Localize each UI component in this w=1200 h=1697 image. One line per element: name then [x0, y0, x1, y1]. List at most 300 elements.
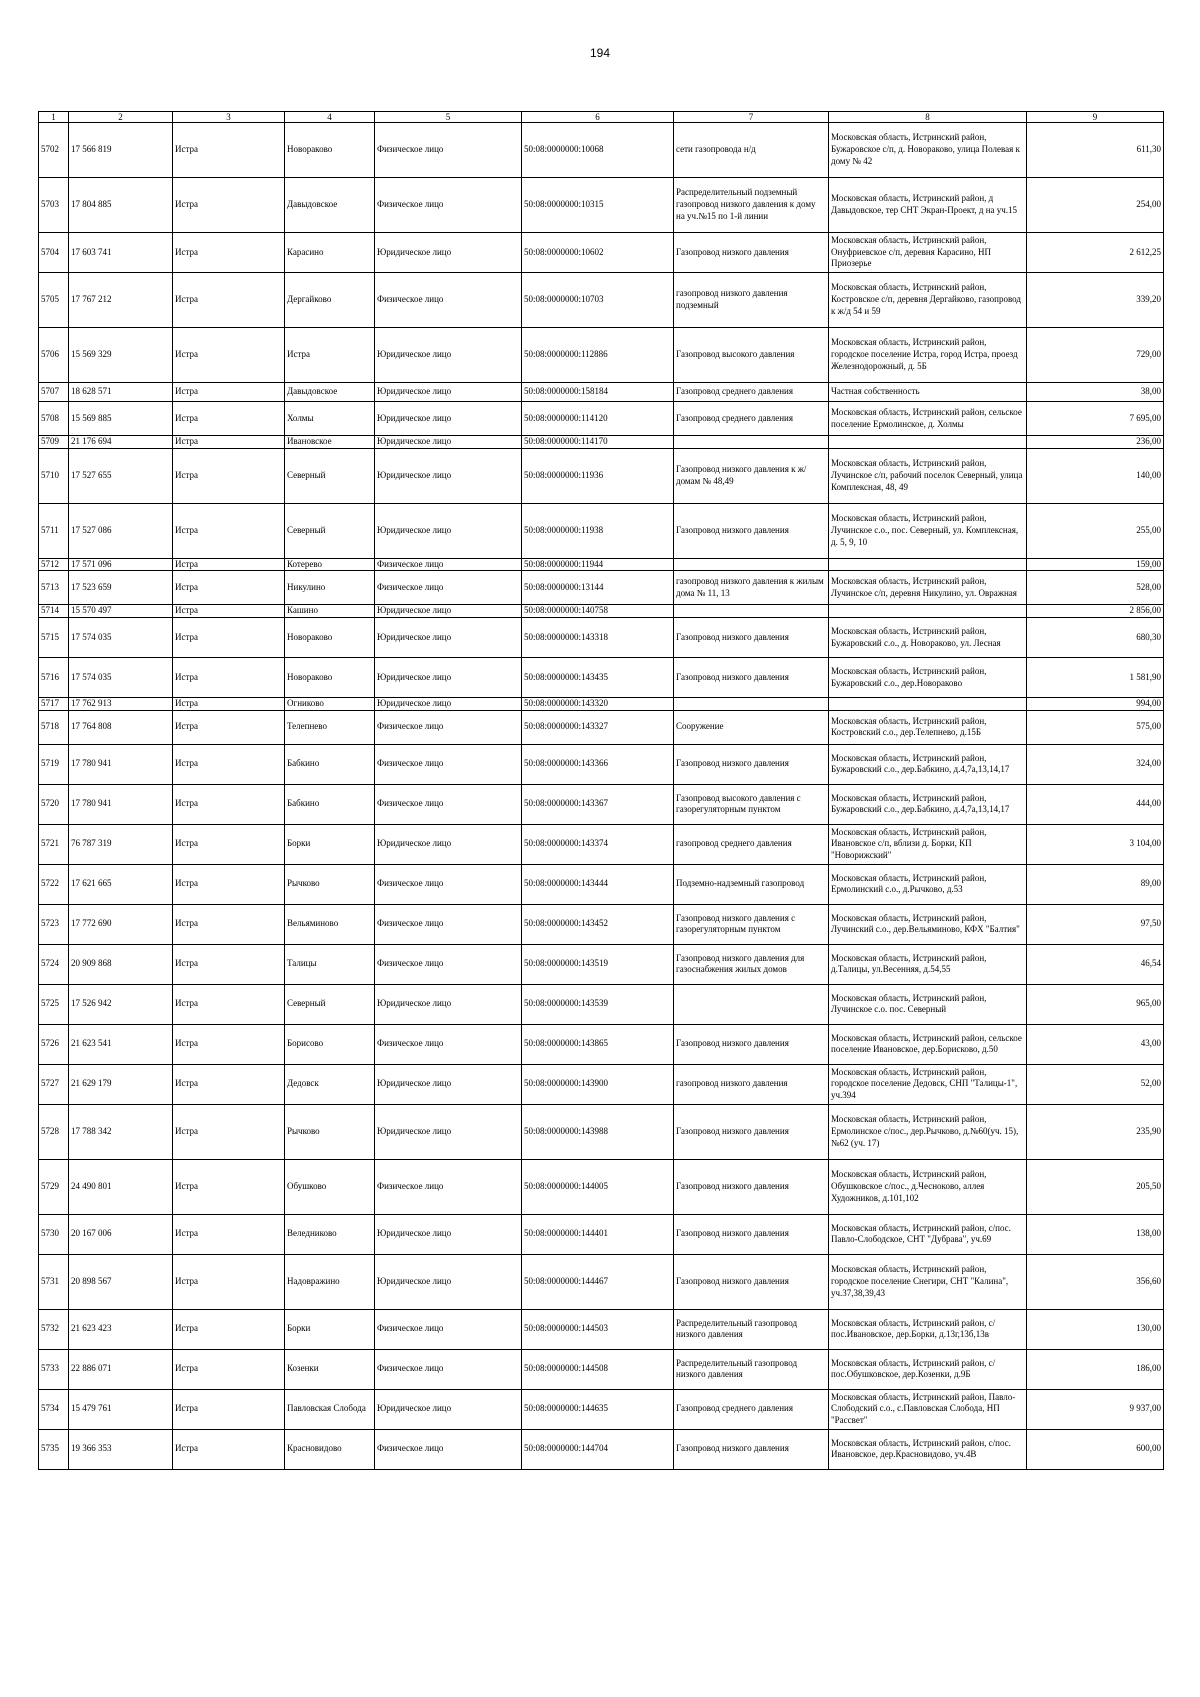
row-number: 5718: [39, 710, 69, 744]
code-cell: 18 628 571: [69, 383, 173, 402]
code-cell: 17 527 655: [69, 448, 173, 503]
code-cell: 17 574 035: [69, 658, 173, 698]
owner-type-cell: Юридическое лицо: [375, 436, 522, 449]
cadastral-number-cell: 50:08:0000000:143865: [522, 1024, 674, 1064]
cadastral-number-cell: 50:08:0000000:143452: [522, 904, 674, 944]
address-cell: Московская область, Истринский район, Ермолинский с.о., д.Рычково, д.53: [829, 864, 1027, 904]
value-cell: 159,00: [1027, 558, 1164, 571]
district-cell: Истра: [173, 448, 285, 503]
address-cell: Московская область, Истринский район, Онуфриевское с/п, деревня Карасино, НП Приозерье: [829, 233, 1027, 273]
value-cell: 97,50: [1027, 904, 1164, 944]
district-cell: Истра: [173, 503, 285, 558]
address-cell: Московская область, Истринский район, Бужаровский с.о., дер.Бабкино, д.4,7а,13,14,17: [829, 784, 1027, 824]
locality-cell: Ивановское: [285, 436, 375, 449]
row-number: 5733: [39, 1349, 69, 1389]
cadastral-number-cell: 50:08:0000000:140758: [522, 605, 674, 618]
table-row: [39, 1389, 1164, 1429]
owner-type-cell: Юридическое лицо: [375, 618, 522, 658]
table-row: [39, 1159, 1164, 1214]
row-number: 5726: [39, 1024, 69, 1064]
cadastral-number-cell: 50:08:0000000:11938: [522, 503, 674, 558]
cadastral-number-cell: 50:08:0000000:143320: [522, 698, 674, 711]
address-cell: Московская область, Истринский район, Бужаровский с.о., дер.Новораково: [829, 658, 1027, 698]
owner-type-cell: Физическое лицо: [375, 864, 522, 904]
object-description-cell: газопровод среднего давления: [674, 824, 829, 864]
row-number: 5702: [39, 123, 69, 178]
cadastral-number-cell: 50:08:0000000:144508: [522, 1349, 674, 1389]
district-cell: Истра: [173, 383, 285, 402]
column-header: 3: [173, 112, 285, 123]
address-cell: Московская область, Истринский район, Лучинское с/п, рабочий поселок Северный, улица Комплексная, 48, 49: [829, 448, 1027, 503]
table-row: [39, 1349, 1164, 1389]
district-cell: Истра: [173, 233, 285, 273]
value-cell: 236,00: [1027, 436, 1164, 449]
locality-cell: Огниково: [285, 698, 375, 711]
code-cell: 15 569 329: [69, 328, 173, 383]
owner-type-cell: Юридическое лицо: [375, 1389, 522, 1429]
cadastral-number-cell: 50:08:0000000:114170: [522, 436, 674, 449]
row-number: 5728: [39, 1104, 69, 1159]
object-description-cell: газопровод низкого давления: [674, 1064, 829, 1104]
object-description-cell: Сооружение: [674, 710, 829, 744]
district-cell: Истра: [173, 436, 285, 449]
registry-body: [39, 123, 1164, 1470]
locality-cell: Телепнево: [285, 710, 375, 744]
table-row: [39, 558, 1164, 571]
code-cell: 19 366 353: [69, 1429, 173, 1469]
owner-type-cell: Физическое лицо: [375, 1349, 522, 1389]
object-description-cell: газопровод низкого давления к жилым дома № 11, 13: [674, 571, 829, 605]
district-cell: Истра: [173, 984, 285, 1024]
owner-type-cell: Юридическое лицо: [375, 383, 522, 402]
address-cell: Московская область, Истринский район, Лучинский с.о., дер.Вельяминово, КФХ "Балтия": [829, 904, 1027, 944]
address-cell: Московская область, Истринский район, Обушковское с/пос., д.Чесноково, аллея Художников, д.101,102: [829, 1159, 1027, 1214]
value-cell: 444,00: [1027, 784, 1164, 824]
value-cell: 600,00: [1027, 1429, 1164, 1469]
locality-cell: Надовражино: [285, 1254, 375, 1309]
code-cell: 15 569 885: [69, 402, 173, 436]
object-description-cell: Газопровод низкого давления: [674, 233, 829, 273]
owner-type-cell: Юридическое лицо: [375, 402, 522, 436]
value-cell: 46,54: [1027, 944, 1164, 984]
owner-type-cell: Физическое лицо: [375, 558, 522, 571]
locality-cell: Павловская Слобода: [285, 1389, 375, 1429]
cadastral-number-cell: 50:08:0000000:10703: [522, 273, 674, 328]
address-cell: Московская область, Истринский район, сельское поселение Ермолинское, д. Холмы: [829, 402, 1027, 436]
district-cell: Истра: [173, 1064, 285, 1104]
address-cell: [829, 605, 1027, 618]
table-row: [39, 1064, 1164, 1104]
value-cell: 254,00: [1027, 178, 1164, 233]
locality-cell: Северный: [285, 448, 375, 503]
owner-type-cell: Юридическое лицо: [375, 698, 522, 711]
locality-cell: Обушково: [285, 1159, 375, 1214]
table-row: [39, 571, 1164, 605]
district-cell: Истра: [173, 328, 285, 383]
locality-cell: Давыдовское: [285, 383, 375, 402]
owner-type-cell: Физическое лицо: [375, 123, 522, 178]
row-number: 5713: [39, 571, 69, 605]
locality-cell: Рычково: [285, 864, 375, 904]
table-row: [39, 605, 1164, 618]
cadastral-number-cell: 50:08:0000000:143374: [522, 824, 674, 864]
district-cell: Истра: [173, 1214, 285, 1254]
owner-type-cell: Юридическое лицо: [375, 448, 522, 503]
code-cell: 17 780 941: [69, 744, 173, 784]
object-description-cell: [674, 698, 829, 711]
code-cell: 17 566 819: [69, 123, 173, 178]
object-description-cell: Газопровод низкого давления: [674, 1214, 829, 1254]
row-number: 5727: [39, 1064, 69, 1104]
table-row: [39, 436, 1164, 449]
code-cell: 17 780 941: [69, 784, 173, 824]
locality-cell: Истра: [285, 328, 375, 383]
code-cell: 76 787 319: [69, 824, 173, 864]
value-cell: 140,00: [1027, 448, 1164, 503]
code-cell: 22 886 071: [69, 1349, 173, 1389]
district-cell: Истра: [173, 1309, 285, 1349]
value-cell: 680,30: [1027, 618, 1164, 658]
code-cell: 21 629 179: [69, 1064, 173, 1104]
code-cell: 15 479 761: [69, 1389, 173, 1429]
cadastral-number-cell: 50:08:0000000:144503: [522, 1309, 674, 1349]
owner-type-cell: Физическое лицо: [375, 1024, 522, 1064]
district-cell: Истра: [173, 784, 285, 824]
table-row: [39, 178, 1164, 233]
row-number: 5719: [39, 744, 69, 784]
value-cell: 255,00: [1027, 503, 1164, 558]
code-cell: 20 898 567: [69, 1254, 173, 1309]
owner-type-cell: Физическое лицо: [375, 784, 522, 824]
row-number: 5720: [39, 784, 69, 824]
locality-cell: Кашино: [285, 605, 375, 618]
table-row: [39, 328, 1164, 383]
value-cell: 994,00: [1027, 698, 1164, 711]
owner-type-cell: Юридическое лицо: [375, 1214, 522, 1254]
value-cell: 2 612,25: [1027, 233, 1164, 273]
row-number: 5706: [39, 328, 69, 383]
code-cell: 20 909 868: [69, 944, 173, 984]
district-cell: Истра: [173, 618, 285, 658]
row-number: 5712: [39, 558, 69, 571]
column-header: 8: [829, 112, 1027, 123]
district-cell: Истра: [173, 123, 285, 178]
cadastral-number-cell: 50:08:0000000:143367: [522, 784, 674, 824]
owner-type-cell: Физическое лицо: [375, 273, 522, 328]
code-cell: 17 523 659: [69, 571, 173, 605]
object-description-cell: Газопровод низкого давления для газоснабжения жилых домов: [674, 944, 829, 984]
address-cell: [829, 558, 1027, 571]
object-description-cell: [674, 605, 829, 618]
code-cell: 15 570 497: [69, 605, 173, 618]
value-cell: 235,90: [1027, 1104, 1164, 1159]
cadastral-number-cell: 50:08:0000000:11944: [522, 558, 674, 571]
district-cell: Истра: [173, 178, 285, 233]
address-cell: Московская область, Истринский район, городское поселение Дедовск, СНП "Талицы-1", уч.394: [829, 1064, 1027, 1104]
row-number: 5715: [39, 618, 69, 658]
object-description-cell: Газопровод низкого давления с газорегуляторным пунктом: [674, 904, 829, 944]
code-cell: 17 526 942: [69, 984, 173, 1024]
table-row: [39, 744, 1164, 784]
row-number: 5735: [39, 1429, 69, 1469]
code-cell: 17 571 096: [69, 558, 173, 571]
district-cell: Истра: [173, 605, 285, 618]
address-cell: Московская область, Истринский район, д Давыдовское, тер СНТ Экран-Проект, д на уч.15: [829, 178, 1027, 233]
owner-type-cell: Юридическое лицо: [375, 233, 522, 273]
object-description-cell: сети газопровода н/д: [674, 123, 829, 178]
district-cell: Истра: [173, 1024, 285, 1064]
owner-type-cell: Физическое лицо: [375, 904, 522, 944]
table-row: [39, 273, 1164, 328]
locality-cell: Дедовск: [285, 1064, 375, 1104]
value-cell: 38,00: [1027, 383, 1164, 402]
value-cell: 138,00: [1027, 1214, 1164, 1254]
address-cell: Московская область, Истринский район, Павло-Слободский с.о., с.Павловская Слобода, НП "Рассвет": [829, 1389, 1027, 1429]
address-cell: Московская область, Истринский район, с/пос.Ивановское, дер.Борки, д.13г,13б,13в: [829, 1309, 1027, 1349]
owner-type-cell: Юридическое лицо: [375, 328, 522, 383]
locality-cell: Дергайково: [285, 273, 375, 328]
column-header: 9: [1027, 112, 1164, 123]
locality-cell: Новораково: [285, 123, 375, 178]
district-cell: Истра: [173, 864, 285, 904]
table-row: [39, 402, 1164, 436]
code-cell: 17 762 913: [69, 698, 173, 711]
table-row: [39, 123, 1164, 178]
owner-type-cell: Физическое лицо: [375, 744, 522, 784]
object-description-cell: Газопровод низкого давления: [674, 1429, 829, 1469]
table-row: [39, 824, 1164, 864]
object-description-cell: Газопровод низкого давления: [674, 618, 829, 658]
value-cell: 965,00: [1027, 984, 1164, 1024]
locality-cell: Борисово: [285, 1024, 375, 1064]
object-description-cell: Газопровод среднего давления: [674, 1389, 829, 1429]
value-cell: 729,00: [1027, 328, 1164, 383]
object-description-cell: Подземно-надземный газопровод: [674, 864, 829, 904]
cadastral-number-cell: 50:08:0000000:144005: [522, 1159, 674, 1214]
table-row: [39, 1254, 1164, 1309]
row-number: 5734: [39, 1389, 69, 1429]
owner-type-cell: Физическое лицо: [375, 178, 522, 233]
cadastral-number-cell: 50:08:0000000:144704: [522, 1429, 674, 1469]
address-cell: Московская область, Истринский район, Ивановское с/п, вблизи д. Борки, КП "Новорижский": [829, 824, 1027, 864]
cadastral-number-cell: 50:08:0000000:114120: [522, 402, 674, 436]
address-cell: Московская область, Истринский район, Ермолинское с/пос., дер.Рычково, д.№60(уч. 15), №62 (уч. 17): [829, 1104, 1027, 1159]
value-cell: 130,00: [1027, 1309, 1164, 1349]
value-cell: 339,20: [1027, 273, 1164, 328]
cadastral-number-cell: 50:08:0000000:143900: [522, 1064, 674, 1104]
object-description-cell: Распределительный газопровод низкого давления: [674, 1349, 829, 1389]
row-number: 5730: [39, 1214, 69, 1254]
value-cell: 575,00: [1027, 710, 1164, 744]
address-cell: Московская область, Истринский район, Костровское с/п, деревня Дергайково, газопровод к ж/д 54 и 59: [829, 273, 1027, 328]
district-cell: Истра: [173, 402, 285, 436]
value-cell: 43,00: [1027, 1024, 1164, 1064]
address-cell: Московская область, Истринский район, Костровский с.о., дер.Телепнево, д.15Б: [829, 710, 1027, 744]
address-cell: Московская область, Истринский район, Лучинское с.о., пос. Северный, ул. Комплексная, д. 5, 9, 10: [829, 503, 1027, 558]
table-row: [39, 944, 1164, 984]
row-number: 5711: [39, 503, 69, 558]
address-cell: Московская область, Истринский район, Бужаровское с/п, д. Новораково, улица Полевая к дому № 42: [829, 123, 1027, 178]
value-cell: 356,60: [1027, 1254, 1164, 1309]
cadastral-number-cell: 50:08:0000000:143435: [522, 658, 674, 698]
district-cell: Истра: [173, 710, 285, 744]
column-header: 1: [39, 112, 69, 123]
table-row: [39, 1024, 1164, 1064]
locality-cell: Талицы: [285, 944, 375, 984]
object-description-cell: Газопровод низкого давления: [674, 503, 829, 558]
locality-cell: Давыдовское: [285, 178, 375, 233]
value-cell: 52,00: [1027, 1064, 1164, 1104]
district-cell: Истра: [173, 1349, 285, 1389]
row-number: 5725: [39, 984, 69, 1024]
table-row: [39, 1104, 1164, 1159]
row-number: 5710: [39, 448, 69, 503]
column-header: 5: [375, 112, 522, 123]
object-description-cell: Газопровод среднего давления: [674, 383, 829, 402]
cadastral-number-cell: 50:08:0000000:10602: [522, 233, 674, 273]
table-row: [39, 448, 1164, 503]
cadastral-number-cell: 50:08:0000000:144467: [522, 1254, 674, 1309]
object-description-cell: Газопровод низкого давления: [674, 744, 829, 784]
cadastral-number-cell: 50:08:0000000:10315: [522, 178, 674, 233]
table-row: [39, 618, 1164, 658]
page-number: 194: [589, 46, 611, 60]
owner-type-cell: Юридическое лицо: [375, 605, 522, 618]
district-cell: Истра: [173, 1254, 285, 1309]
address-cell: [829, 436, 1027, 449]
district-cell: Истра: [173, 944, 285, 984]
locality-cell: Рычково: [285, 1104, 375, 1159]
code-cell: 17 772 690: [69, 904, 173, 944]
owner-type-cell: Юридическое лицо: [375, 984, 522, 1024]
row-number: 5732: [39, 1309, 69, 1349]
code-cell: 17 621 665: [69, 864, 173, 904]
cadastral-number-cell: 50:08:0000000:112886: [522, 328, 674, 383]
code-cell: 21 623 541: [69, 1024, 173, 1064]
object-description-cell: Газопровод низкого давления к ж/домам № 48,49: [674, 448, 829, 503]
table-row: [39, 984, 1164, 1024]
table-row: [39, 698, 1164, 711]
object-description-cell: [674, 558, 829, 571]
row-number: 5716: [39, 658, 69, 698]
row-number: 5714: [39, 605, 69, 618]
district-cell: Истра: [173, 273, 285, 328]
object-description-cell: Газопровод высокого давления с газорегуляторным пунктом: [674, 784, 829, 824]
owner-type-cell: Юридическое лицо: [375, 1254, 522, 1309]
district-cell: Истра: [173, 658, 285, 698]
object-description-cell: Распределительный подземный газопровод низкого давления к дому на уч.№15 по 1-й линии: [674, 178, 829, 233]
owner-type-cell: Юридическое лицо: [375, 1104, 522, 1159]
table-row: [39, 383, 1164, 402]
table-row: [39, 658, 1164, 698]
locality-cell: Вельяминово: [285, 904, 375, 944]
address-cell: Московская область, Истринский район, городское поселение Истра, город Истра, проезд Железнодорожный, д. 5Б: [829, 328, 1027, 383]
row-number: 5724: [39, 944, 69, 984]
object-description-cell: Газопровод низкого давления: [674, 1159, 829, 1214]
owner-type-cell: Юридическое лицо: [375, 658, 522, 698]
address-cell: Московская область, Истринский район, Лучинское с.о. пос. Северный: [829, 984, 1027, 1024]
object-description-cell: Газопровод низкого давления: [674, 658, 829, 698]
locality-cell: Северный: [285, 503, 375, 558]
value-cell: 1 581,90: [1027, 658, 1164, 698]
address-cell: Московская область, Истринский район, Бужаровский с.о., дер.Бабкино, д.4,7а,13,14,17: [829, 744, 1027, 784]
column-header: 2: [69, 112, 173, 123]
code-cell: 17 527 086: [69, 503, 173, 558]
code-cell: 17 764 808: [69, 710, 173, 744]
object-description-cell: газопровод низкого давления подземный: [674, 273, 829, 328]
cadastral-number-cell: 50:08:0000000:144635: [522, 1389, 674, 1429]
row-number: 5723: [39, 904, 69, 944]
row-number: 5717: [39, 698, 69, 711]
cadastral-number-cell: 50:08:0000000:143988: [522, 1104, 674, 1159]
owner-type-cell: Юридическое лицо: [375, 824, 522, 864]
owner-type-cell: Физическое лицо: [375, 1429, 522, 1469]
owner-type-cell: Физическое лицо: [375, 710, 522, 744]
row-number: 5722: [39, 864, 69, 904]
table-row: [39, 784, 1164, 824]
locality-cell: Новораково: [285, 658, 375, 698]
table-row: [39, 233, 1164, 273]
code-cell: 17 603 741: [69, 233, 173, 273]
locality-cell: Борки: [285, 824, 375, 864]
owner-type-cell: Юридическое лицо: [375, 503, 522, 558]
object-description-cell: [674, 436, 829, 449]
value-cell: 2 856,00: [1027, 605, 1164, 618]
table-row: [39, 864, 1164, 904]
table-row: [39, 503, 1164, 558]
code-cell: 17 788 342: [69, 1104, 173, 1159]
object-description-cell: Газопровод среднего давления: [674, 402, 829, 436]
value-cell: 9 937,00: [1027, 1389, 1164, 1429]
code-cell: 17 767 212: [69, 273, 173, 328]
address-cell: Московская область, Истринский район, Лучинское с/п, деревня Никулино, ул. Овражная: [829, 571, 1027, 605]
address-cell: Частная собственность: [829, 383, 1027, 402]
value-cell: 611,30: [1027, 123, 1164, 178]
row-number: 5729: [39, 1159, 69, 1214]
registry-table: [38, 111, 1164, 1470]
value-cell: 186,00: [1027, 1349, 1164, 1389]
district-cell: Истра: [173, 698, 285, 711]
cadastral-number-cell: 50:08:0000000:143519: [522, 944, 674, 984]
locality-cell: Карасино: [285, 233, 375, 273]
address-cell: [829, 698, 1027, 711]
address-cell: Московская область, Истринский район, д.Талицы, ул.Весенняя, д.54,55: [829, 944, 1027, 984]
code-cell: 17 574 035: [69, 618, 173, 658]
locality-cell: Бабкино: [285, 744, 375, 784]
cadastral-number-cell: 50:08:0000000:10068: [522, 123, 674, 178]
district-cell: Истра: [173, 904, 285, 944]
district-cell: Истра: [173, 571, 285, 605]
locality-cell: Козенки: [285, 1349, 375, 1389]
object-description-cell: Газопровод низкого давления: [674, 1024, 829, 1064]
value-cell: 528,00: [1027, 571, 1164, 605]
locality-cell: Новораково: [285, 618, 375, 658]
table-row: [39, 904, 1164, 944]
address-cell: Московская область, Истринский район, Бужаровский с.о., д. Новораково, ул. Лесная: [829, 618, 1027, 658]
value-cell: 7 695,00: [1027, 402, 1164, 436]
object-description-cell: Распределительный газопровод низкого давления: [674, 1309, 829, 1349]
column-header: 7: [674, 112, 829, 123]
object-description-cell: Газопровод высокого давления: [674, 328, 829, 383]
row-number: 5708: [39, 402, 69, 436]
owner-type-cell: Юридическое лицо: [375, 1064, 522, 1104]
value-cell: 324,00: [1027, 744, 1164, 784]
cadastral-number-cell: 50:08:0000000:158184: [522, 383, 674, 402]
value-cell: 89,00: [1027, 864, 1164, 904]
value-cell: 205,50: [1027, 1159, 1164, 1214]
table-row: [39, 1429, 1164, 1469]
cadastral-number-cell: 50:08:0000000:144401: [522, 1214, 674, 1254]
